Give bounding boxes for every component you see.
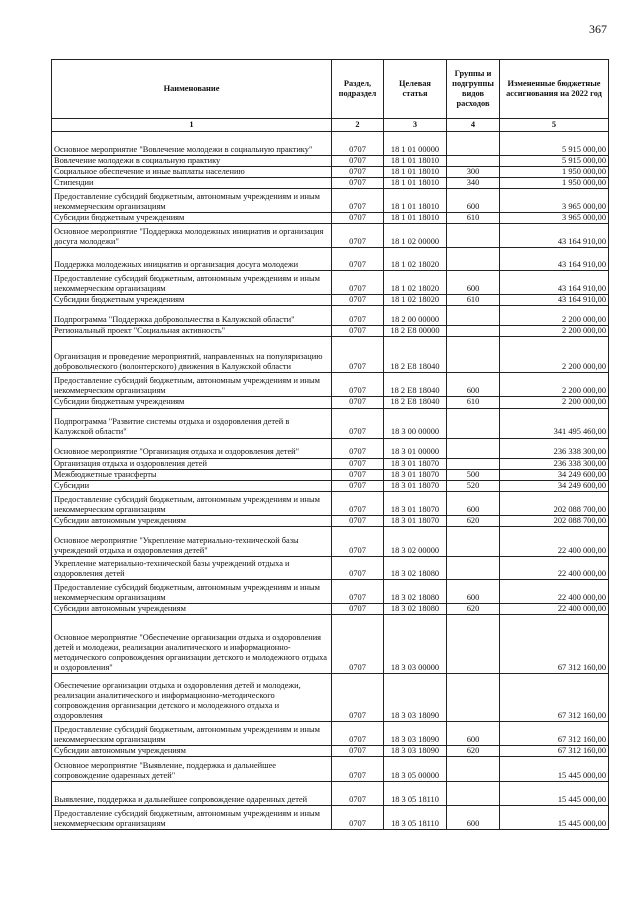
table-row: [52, 132, 609, 156]
cell-article: 18 3 01 00000: [384, 438, 447, 458]
cell-name: Основное мероприятие "Укрепление материально-технической базы учреждений отдыха и оздоровления детей": [52, 526, 332, 556]
cell-section: 0707: [332, 178, 384, 189]
cell-group: 620: [447, 745, 500, 756]
cell-section: 0707: [332, 556, 384, 579]
table-row: [52, 178, 609, 189]
cell-section: 0707: [332, 213, 384, 224]
cell-section: 0707: [332, 806, 384, 830]
cell-article: 18 2 E8 18040: [384, 337, 447, 373]
cell-article: 18 2 E8 18040: [384, 397, 447, 408]
cell-amount: 2 200 000,00: [500, 397, 609, 408]
cell-section: 0707: [332, 271, 384, 295]
cell-section: 0707: [332, 526, 384, 556]
cell-group: 610: [447, 397, 500, 408]
cell-name: Вовлечение молодежи в социальную практику: [52, 156, 332, 167]
cell-name: Основное мероприятие "Организация отдыха и оздоровления детей": [52, 438, 332, 458]
cell-group: [447, 757, 500, 782]
cell-amount: 2 200 000,00: [500, 337, 609, 373]
table-row: [52, 271, 609, 295]
cell-group: 500: [447, 469, 500, 480]
cell-group: [447, 408, 500, 438]
header-name: Наименование: [52, 60, 332, 119]
table-row: [52, 806, 609, 830]
cell-amount: 236 338 300,00: [500, 438, 609, 458]
cell-amount: 34 249 600,00: [500, 469, 609, 480]
cell-name: Укрепление материально-технической базы учреждений отдыха и оздоровления детей: [52, 556, 332, 579]
cell-group: [447, 132, 500, 156]
cell-section: 0707: [332, 603, 384, 614]
cell-section: 0707: [332, 373, 384, 397]
cell-article: 18 3 02 00000: [384, 526, 447, 556]
cell-article: 18 1 01 18010: [384, 167, 447, 178]
cell-section: 0707: [332, 614, 384, 673]
cell-section: 0707: [332, 438, 384, 458]
cell-name: Субсидии автономным учреждениям: [52, 515, 332, 526]
table-row: [52, 326, 609, 337]
cell-name: Субсидии: [52, 480, 332, 491]
cell-name: Субсидии автономным учреждениям: [52, 603, 332, 614]
cell-section: 0707: [332, 189, 384, 213]
cell-section: 0707: [332, 469, 384, 480]
cell-amount: 236 338 300,00: [500, 458, 609, 469]
cell-article: 18 1 02 18020: [384, 295, 447, 306]
table-row: [52, 515, 609, 526]
cell-name: Основное мероприятие "Поддержка молодежных инициатив и организация досуга молодежи": [52, 224, 332, 248]
cell-group: 300: [447, 167, 500, 178]
cell-section: 0707: [332, 721, 384, 745]
table-row: [52, 189, 609, 213]
cell-section: 0707: [332, 579, 384, 603]
cell-amount: 22 400 000,00: [500, 556, 609, 579]
table-row: [52, 782, 609, 806]
cell-amount: 22 400 000,00: [500, 603, 609, 614]
cell-section: 0707: [332, 306, 384, 326]
cell-group: 600: [447, 491, 500, 515]
column-number: 2: [332, 119, 384, 132]
table-row: [52, 213, 609, 224]
cell-section: 0707: [332, 156, 384, 167]
cell-name: Субсидии автономным учреждениям: [52, 745, 332, 756]
table-row: [52, 224, 609, 248]
cell-group: 620: [447, 515, 500, 526]
cell-amount: 22 400 000,00: [500, 579, 609, 603]
cell-name: Обеспечение организации отдыха и оздоровления детей и молодежи, реализации аналитического и информационно-методического сопровождения организации детского и молодежного отдыха и оздоровления: [52, 673, 332, 721]
cell-name: Предоставление субсидий бюджетным, автономным учреждениям и иным некоммерческим организациям: [52, 271, 332, 295]
cell-group: 520: [447, 480, 500, 491]
table-row: [52, 373, 609, 397]
cell-article: 18 3 03 18090: [384, 721, 447, 745]
cell-amount: 3 965 000,00: [500, 213, 609, 224]
cell-article: 18 3 05 00000: [384, 757, 447, 782]
cell-group: [447, 556, 500, 579]
cell-amount: 43 164 910,00: [500, 224, 609, 248]
cell-article: 18 3 03 00000: [384, 614, 447, 673]
cell-amount: 34 249 600,00: [500, 480, 609, 491]
table-row: [52, 295, 609, 306]
cell-article: 18 3 05 18110: [384, 782, 447, 806]
table-row: [52, 614, 609, 673]
cell-amount: 43 164 910,00: [500, 248, 609, 271]
table-row: [52, 397, 609, 408]
budget-table: [51, 59, 609, 830]
cell-article: 18 3 02 18080: [384, 603, 447, 614]
cell-amount: 5 915 000,00: [500, 156, 609, 167]
cell-group: [447, 156, 500, 167]
cell-section: 0707: [332, 326, 384, 337]
cell-article: 18 2 00 00000: [384, 306, 447, 326]
table-row: [52, 469, 609, 480]
cell-group: [447, 306, 500, 326]
cell-section: 0707: [332, 248, 384, 271]
table-row: [52, 337, 609, 373]
cell-amount: 202 088 700,00: [500, 491, 609, 515]
cell-article: 18 3 03 18090: [384, 745, 447, 756]
cell-article: 18 3 02 18080: [384, 556, 447, 579]
header-row: [52, 60, 609, 119]
cell-article: 18 3 02 18080: [384, 579, 447, 603]
cell-name: Основное мероприятие "Выявление, поддержка и дальнейшее сопровождение одаренных детей": [52, 757, 332, 782]
cell-name: Предоставление субсидий бюджетным, автономным учреждениям и иным некоммерческим организациям: [52, 579, 332, 603]
cell-amount: 43 164 910,00: [500, 271, 609, 295]
cell-amount: 67 312 160,00: [500, 721, 609, 745]
cell-section: 0707: [332, 782, 384, 806]
cell-section: 0707: [332, 337, 384, 373]
cell-section: 0707: [332, 491, 384, 515]
cell-name: Подпрограмма "Развитие системы отдыха и оздоровления детей в Калужской области": [52, 408, 332, 438]
table-row: [52, 757, 609, 782]
cell-amount: 5 915 000,00: [500, 132, 609, 156]
cell-section: 0707: [332, 224, 384, 248]
cell-amount: 1 950 000,00: [500, 178, 609, 189]
cell-name: Подпрограмма "Поддержка добровольчества в Калужской области": [52, 306, 332, 326]
column-number: 4: [447, 119, 500, 132]
table-row: [52, 438, 609, 458]
table-row: [52, 491, 609, 515]
cell-group: 600: [447, 271, 500, 295]
cell-name: Предоставление субсидий бюджетным, автономным учреждениям и иным некоммерческим организациям: [52, 721, 332, 745]
cell-section: 0707: [332, 458, 384, 469]
cell-section: 0707: [332, 480, 384, 491]
cell-group: [447, 438, 500, 458]
table-row: [52, 306, 609, 326]
cell-name: Субсидии бюджетным учреждениям: [52, 213, 332, 224]
cell-article: 18 3 01 18070: [384, 515, 447, 526]
cell-section: 0707: [332, 757, 384, 782]
column-number: 1: [52, 119, 332, 132]
cell-amount: 1 950 000,00: [500, 167, 609, 178]
cell-name: Поддержка молодежных инициатив и организация досуга молодежи: [52, 248, 332, 271]
cell-article: 18 1 01 18010: [384, 156, 447, 167]
cell-name: Региональный проект "Социальная активность": [52, 326, 332, 337]
cell-group: [447, 458, 500, 469]
table-row: [52, 603, 609, 614]
header-section: Раздел, подраздел: [332, 60, 384, 119]
cell-section: 0707: [332, 132, 384, 156]
cell-name: Организация и проведение мероприятий, направленных на популяризацию добровольческого (волонтерского) движения в Калужской области: [52, 337, 332, 373]
cell-section: 0707: [332, 167, 384, 178]
column-number: 5: [500, 119, 609, 132]
cell-group: 340: [447, 178, 500, 189]
header-group: Группы и подгруппы видов расходов: [447, 60, 500, 119]
cell-amount: 67 312 160,00: [500, 745, 609, 756]
cell-name: Межбюджетные трансферты: [52, 469, 332, 480]
table-row: [52, 579, 609, 603]
table-row: [52, 167, 609, 178]
cell-article: 18 1 01 00000: [384, 132, 447, 156]
header-article: Целевая статья: [384, 60, 447, 119]
cell-group: 620: [447, 603, 500, 614]
header-amount: Измененные бюджетные ассигнования на 2022 год: [500, 60, 609, 119]
table-row: [52, 556, 609, 579]
cell-amount: 15 445 000,00: [500, 782, 609, 806]
cell-name: Основное мероприятие "Обеспечение организации отдыха и оздоровления детей и молодежи, реализации аналитического и информационно-методического сопровождения организации детского и молодежного отдыха и оздоровления": [52, 614, 332, 673]
cell-section: 0707: [332, 673, 384, 721]
cell-group: 600: [447, 189, 500, 213]
cell-amount: 341 495 460,00: [500, 408, 609, 438]
cell-article: 18 2 E8 18040: [384, 373, 447, 397]
cell-group: 600: [447, 721, 500, 745]
cell-article: 18 3 01 18070: [384, 458, 447, 469]
cell-group: 600: [447, 806, 500, 830]
table-row: [52, 745, 609, 756]
page-number: 367: [589, 22, 607, 36]
cell-amount: 67 312 160,00: [500, 614, 609, 673]
cell-section: 0707: [332, 745, 384, 756]
cell-group: [447, 248, 500, 271]
cell-group: [447, 526, 500, 556]
cell-article: 18 1 01 18010: [384, 213, 447, 224]
table-row: [52, 458, 609, 469]
cell-name: Предоставление субсидий бюджетным, автономным учреждениям и иным некоммерческим организациям: [52, 806, 332, 830]
cell-group: [447, 673, 500, 721]
cell-article: 18 2 E8 00000: [384, 326, 447, 337]
cell-group: [447, 326, 500, 337]
cell-name: Организация отдыха и оздоровления детей: [52, 458, 332, 469]
cell-amount: 67 312 160,00: [500, 673, 609, 721]
cell-group: 610: [447, 213, 500, 224]
cell-group: [447, 337, 500, 373]
table-row: [52, 408, 609, 438]
cell-group: [447, 782, 500, 806]
cell-amount: 15 445 000,00: [500, 806, 609, 830]
table-row: [52, 526, 609, 556]
cell-name: Субсидии бюджетным учреждениям: [52, 295, 332, 306]
cell-article: 18 1 01 18010: [384, 189, 447, 213]
cell-section: 0707: [332, 515, 384, 526]
cell-section: 0707: [332, 408, 384, 438]
cell-name: Предоставление субсидий бюджетным, автономным учреждениям и иным некоммерческим организациям: [52, 491, 332, 515]
cell-article: 18 3 00 00000: [384, 408, 447, 438]
cell-article: 18 1 01 18010: [384, 178, 447, 189]
table-row: [52, 156, 609, 167]
cell-article: 18 1 02 18020: [384, 248, 447, 271]
cell-amount: 2 200 000,00: [500, 326, 609, 337]
cell-article: 18 3 01 18070: [384, 480, 447, 491]
column-number-row: [52, 119, 609, 132]
column-number: 3: [384, 119, 447, 132]
cell-name: Выявление, поддержка и дальнейшее сопровождение одаренных детей: [52, 782, 332, 806]
table-row: [52, 480, 609, 491]
table-row: [52, 248, 609, 271]
cell-amount: 22 400 000,00: [500, 526, 609, 556]
cell-amount: 43 164 910,00: [500, 295, 609, 306]
cell-name: Основное мероприятие "Вовлечение молодежи в социальную практику": [52, 132, 332, 156]
cell-name: Стипендии: [52, 178, 332, 189]
cell-group: 610: [447, 295, 500, 306]
cell-article: 18 1 02 00000: [384, 224, 447, 248]
cell-amount: 202 088 700,00: [500, 515, 609, 526]
cell-amount: 2 200 000,00: [500, 306, 609, 326]
table-row: [52, 673, 609, 721]
cell-group: 600: [447, 579, 500, 603]
cell-section: 0707: [332, 295, 384, 306]
cell-group: 600: [447, 373, 500, 397]
cell-article: 18 3 01 18070: [384, 469, 447, 480]
cell-group: [447, 614, 500, 673]
cell-article: 18 3 03 18090: [384, 673, 447, 721]
cell-name: Предоставление субсидий бюджетным, автономным учреждениям и иным некоммерческим организациям: [52, 189, 332, 213]
cell-section: 0707: [332, 397, 384, 408]
cell-amount: 15 445 000,00: [500, 757, 609, 782]
cell-amount: 3 965 000,00: [500, 189, 609, 213]
cell-group: [447, 224, 500, 248]
cell-article: 18 3 01 18070: [384, 491, 447, 515]
cell-name: Предоставление субсидий бюджетным, автономным учреждениям и иным некоммерческим организациям: [52, 373, 332, 397]
cell-name: Социальное обеспечение и иные выплаты населению: [52, 167, 332, 178]
cell-amount: 2 200 000,00: [500, 373, 609, 397]
cell-article: 18 1 02 18020: [384, 271, 447, 295]
table-body: [52, 132, 609, 830]
cell-article: 18 3 05 18110: [384, 806, 447, 830]
table-row: [52, 721, 609, 745]
cell-name: Субсидии бюджетным учреждениям: [52, 397, 332, 408]
